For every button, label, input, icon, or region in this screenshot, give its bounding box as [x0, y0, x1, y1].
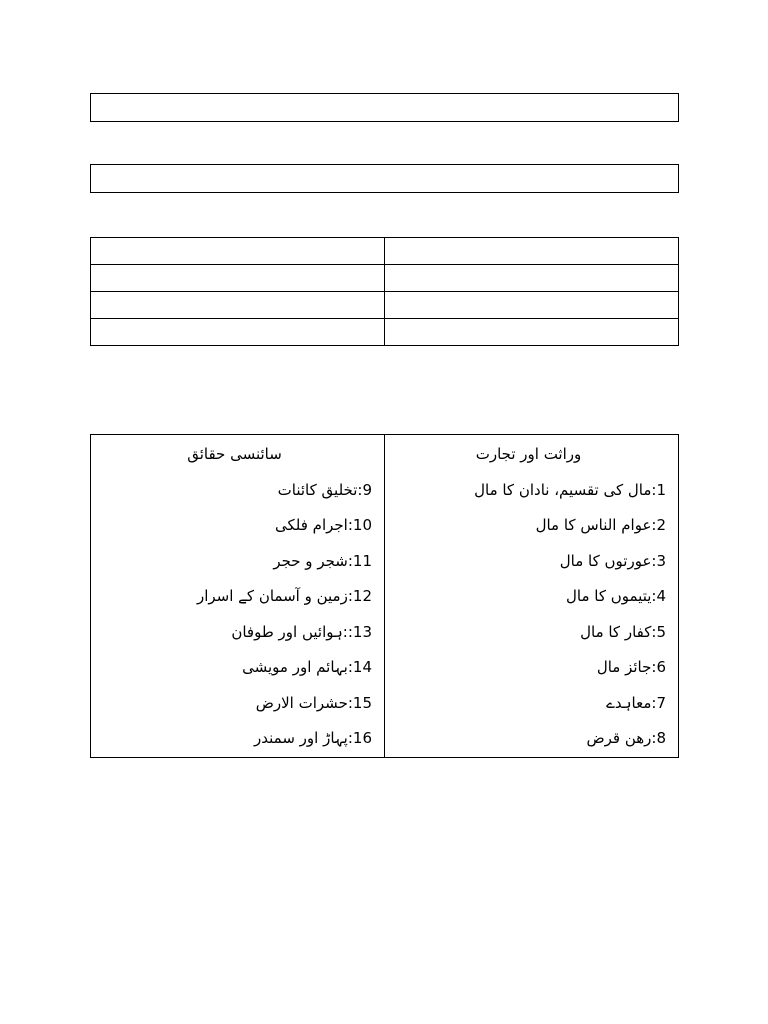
right-column-cell [385, 435, 679, 758]
topics-table [90, 434, 679, 758]
left-column-heading: سائنسی حقائق [187, 445, 282, 463]
list-item: 1:مال کی تقسیم، نادان کا مال [474, 480, 666, 499]
table-row [91, 435, 679, 758]
list-item: 7:معاہدے [606, 693, 666, 712]
empty-header-box-1 [90, 93, 679, 122]
list-item: 9:تخلیق کائنات [277, 480, 372, 499]
table-cell [385, 238, 679, 265]
table-cell [91, 238, 385, 265]
list-item: 16:پہاڑ اور سمندر [254, 729, 372, 747]
list-item: 2:عوام الناس کا مال [535, 516, 666, 534]
table-row [91, 238, 679, 265]
table-row [91, 265, 679, 292]
right-column-heading: وراثت اور تجارت [475, 445, 582, 463]
list-item: 11:شجر و حجر [273, 551, 372, 570]
table-row [91, 319, 679, 346]
table-cell [385, 292, 679, 319]
table-cell [385, 265, 679, 292]
list-item: 12:زمین و آسمان کے اسرار [196, 587, 372, 605]
table-cell [91, 265, 385, 292]
table-cell [91, 292, 385, 319]
empty-header-box-2 [90, 164, 679, 193]
list-item: 4:یتیموں کا مال [565, 587, 666, 605]
list-item: 5:کفار کا مال [580, 622, 666, 641]
list-item: 10:اجرام فلکی [274, 516, 372, 534]
empty-grid-table [90, 237, 679, 346]
table-cell [91, 319, 385, 346]
left-column-cell [91, 435, 385, 758]
table-row [91, 292, 679, 319]
list-item: 6:جائز مال [596, 658, 666, 676]
list-item: 15:حشرات الارض [255, 693, 372, 712]
list-item: 8:رھن قرض [586, 729, 666, 747]
table-cell [385, 319, 679, 346]
list-item: 13::ہوائیں اور طوفان [231, 622, 372, 641]
list-item: 3:عورتوں کا مال [559, 551, 666, 570]
list-item: 14:بہائم اور مویشی [242, 658, 372, 676]
